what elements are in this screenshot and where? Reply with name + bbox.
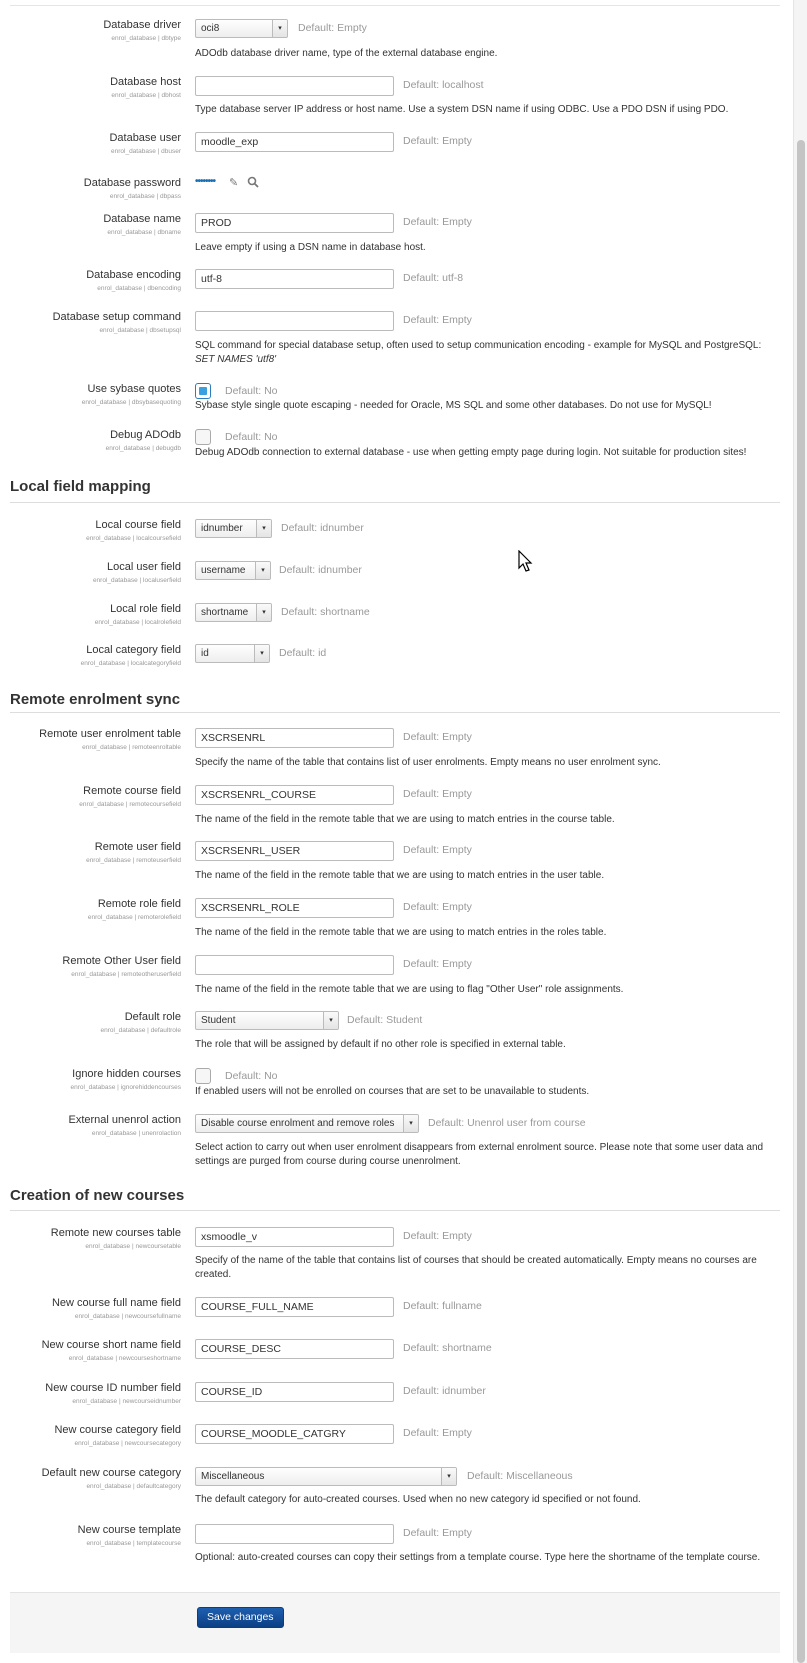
default-hint: Default: Student [347, 1014, 423, 1026]
setting-description: ADOdb database driver name, type of the external database engine. [195, 48, 498, 59]
setting-description: Debug ADOdb connection to external database - use when getting empty page during login. Not suitable for production sites! [195, 447, 747, 458]
default-hint: Default: Unenrol user from course [428, 1117, 586, 1129]
setting-name: enrol_database | defaultrole [100, 1027, 181, 1034]
setting-label: Local user field [107, 561, 181, 573]
divider [10, 502, 780, 503]
setting-name: enrol_database | remoteuserfield [86, 857, 181, 864]
setting-name: enrol_database | remoteotheruserfield [71, 971, 181, 978]
default-hint: Default: Empty [403, 788, 472, 800]
section-heading-local: Local field mapping [10, 478, 151, 495]
setting-name: enrol_database | ignorehiddencourses [70, 1084, 181, 1091]
chevron-down-icon: ▾ [256, 520, 271, 537]
default-hint: Default: Empty [403, 135, 472, 147]
setting-name: enrol_database | remoteenroltable [82, 744, 181, 751]
setting-name: enrol_database | newcoursefullname [74, 1313, 181, 1320]
setting-label: Database password [83, 177, 181, 189]
mouse-pointer-icon [518, 550, 534, 574]
localuserfield-select[interactable]: username ▾ [195, 561, 271, 580]
setting-name: enrol_database | localcategoryfield [80, 660, 181, 667]
chevron-down-icon: ▾ [254, 645, 269, 662]
setting-label: External unenrol action [68, 1114, 181, 1126]
default-hint: Default: Empty [403, 901, 472, 913]
defaultrole-select[interactable]: Student ▾ [195, 1011, 339, 1030]
setting-name: enrol_database | unenrolaction [91, 1130, 181, 1137]
setting-label: Database host [110, 76, 181, 88]
setting-label: Database user [109, 132, 181, 144]
default-hint: Default: No [225, 1070, 278, 1082]
remoteuserfield-input[interactable]: XSCRSENRL_USER [195, 841, 394, 861]
setting-label: Database setup command [52, 311, 181, 323]
setting-label: Remote Other User field [62, 955, 181, 967]
setting-label: Remote user field [94, 841, 181, 853]
setting-description: The role that will be assigned by default if no other role is specified in external table. [195, 1039, 566, 1050]
save-changes-button[interactable]: Save changes [197, 1607, 284, 1628]
default-hint: Default: utf-8 [403, 272, 464, 284]
setting-label: New course full name field [51, 1297, 181, 1309]
dbhost-input[interactable] [195, 76, 394, 96]
newcoursecategory-input[interactable]: COURSE_MOODLE_CATGRY [195, 1424, 394, 1444]
chevron-down-icon: ▾ [323, 1012, 338, 1029]
setting-label: Use sybase quotes [87, 383, 181, 395]
remoterolefield-input[interactable]: XSCRSENRL_ROLE [195, 898, 394, 918]
newcoursetable-input[interactable]: xsmoodle_v [195, 1227, 394, 1247]
setting-name: enrol_database | defaultcategory [86, 1483, 181, 1490]
setting-description: SQL command for special database setup, often used to setup communication encoding - example for MySQL and PostgreSQL: SET NAMES 'utf8' [195, 340, 762, 365]
setting-description: Specify the name of the table that contains list of user enrolments. Empty means no user enrolment sync. [195, 757, 661, 768]
setting-name: enrol_database | dbtype [111, 35, 181, 42]
setting-label: Remote user enrolment table [39, 728, 181, 740]
setting-description: Specify of the name of the table that contains list of courses that should be created automatically. Empty means no courses are created. [195, 1255, 757, 1280]
dbtype-select[interactable]: oci8 ▾ [195, 19, 288, 38]
setting-name: enrol_database | newcoursetable [85, 1243, 181, 1250]
remoteenroltable-input[interactable]: XSCRSENRL [195, 728, 394, 748]
dbuser-input[interactable]: moodle_exp [195, 132, 394, 152]
setting-name: enrol_database | dbsybasequoting [81, 399, 181, 406]
setting-label: Ignore hidden courses [72, 1068, 181, 1080]
default-hint: Default: Empty [403, 1527, 472, 1539]
setting-description: The name of the field in the remote table that we are using to match entries in the user table. [195, 870, 605, 881]
divider [10, 1210, 780, 1211]
setting-description: If enabled users will not be enrolled on courses that are set to be unavailable to students. [195, 1086, 590, 1097]
setting-label: Remote role field [97, 898, 181, 910]
setting-label: Database name [103, 213, 181, 225]
setting-label: Database driver [103, 19, 181, 31]
chevron-down-icon: ▾ [255, 562, 270, 579]
ignorehiddencourses-checkbox[interactable] [195, 1068, 211, 1084]
setting-label: Default new course category [41, 1467, 181, 1479]
setting-name: enrol_database | localuserfield [92, 577, 181, 584]
setting-label: Local course field [95, 519, 181, 531]
default-hint: Default: shortname [403, 1342, 492, 1354]
setting-name: enrol_database | dbuser [111, 148, 181, 155]
setting-description: Optional: auto-created courses can copy their settings from a template course. Type here the shortname of the template course. [195, 1552, 761, 1563]
default-hint: Default: Empty [403, 1427, 472, 1439]
default-hint: Default: idnumber [281, 522, 364, 534]
setting-name: enrol_database | dbpass [109, 193, 181, 200]
default-hint: Default: Empty [298, 22, 367, 34]
localcoursefield-select[interactable]: idnumber ▾ [195, 519, 272, 538]
remoteotheruserfield-input[interactable] [195, 955, 394, 975]
section-heading-newcourses: Creation of new courses [10, 1187, 185, 1204]
setting-description: The default category for auto-created courses. Used when no new category id specified or not found. [195, 1494, 641, 1505]
setting-description: Type database server IP address or host name. Use a system DSN name if using ODBC. Use a PDO DSN if using PDO. [195, 104, 729, 115]
divider [10, 5, 780, 6]
default-hint: Default: Empty [403, 731, 472, 743]
setting-name: enrol_database | remotecoursefield [79, 801, 181, 808]
setting-label: New course category field [54, 1424, 181, 1436]
newcourseshortname-input[interactable]: COURSE_DESC [195, 1339, 394, 1359]
setting-example: SET NAMES 'utf8' [195, 354, 277, 365]
default-hint: Default: No [225, 431, 278, 443]
chevron-down-icon: ▾ [403, 1115, 418, 1132]
divider [10, 712, 780, 713]
setting-label: Remote new courses table [50, 1227, 181, 1239]
pencil-icon[interactable]: ✎ [229, 177, 239, 189]
default-hint: Default: fullname [403, 1300, 482, 1312]
newcoursefullname-input[interactable]: COURSE_FULL_NAME [195, 1297, 394, 1317]
default-hint: Default: id [279, 647, 327, 659]
localcategoryfield-select[interactable]: id ▾ [195, 644, 270, 663]
templatecourse-input[interactable] [195, 1524, 394, 1544]
setting-name: enrol_database | newcourseidnumber [72, 1398, 181, 1405]
setting-name: enrol_database | localrolefield [94, 619, 181, 626]
setting-description: Select action to carry out when user enrolment disappears from external enrolment source. Please note that some user data and settings are purged from course during course unenrolment. [195, 1142, 764, 1167]
unenrolaction-select[interactable]: Disable course enrolment and remove roles ▾ [195, 1114, 419, 1133]
setting-label: New course ID number field [45, 1382, 181, 1394]
setting-name: enrol_database | remoterolefield [87, 914, 181, 921]
chevron-down-icon: ▾ [272, 20, 287, 37]
setting-description: The name of the field in the remote table that we are using to match entries in the course table. [195, 814, 615, 825]
localrolefield-select[interactable]: shortname ▾ [195, 603, 272, 622]
default-hint: Default: Empty [403, 958, 472, 970]
setting-description: Sybase style single quote escaping - needed for Oracle, MS SQL and some other databases. Do not use for MySQL! [195, 400, 712, 411]
default-hint: Default: Miscellaneous [467, 1470, 573, 1482]
defaultcategory-select[interactable]: Miscellaneous ▾ [195, 1467, 457, 1486]
newcourseidnumber-input[interactable]: COURSE_ID [195, 1382, 394, 1402]
default-hint: Default: Empty [403, 1230, 472, 1242]
default-hint: Default: No [225, 385, 278, 397]
setting-label: Debug ADOdb [110, 429, 181, 441]
default-hint: Default: idnumber [403, 1385, 486, 1397]
setting-description: The name of the field in the remote table that we are using to match entries in the roles table. [195, 927, 607, 938]
form-footer [10, 1592, 780, 1653]
setting-label: New course template [77, 1524, 181, 1536]
setting-label: Remote course field [83, 785, 181, 797]
chevron-down-icon: ▾ [256, 604, 271, 621]
setting-label: Database encoding [86, 269, 181, 281]
setting-name: enrol_database | dbhost [111, 92, 181, 99]
default-hint: Default: idnumber [279, 564, 362, 576]
default-hint: Default: Empty [403, 216, 472, 228]
default-hint: Default: shortname [281, 606, 370, 618]
password-value[interactable]: •••••••• [195, 176, 216, 187]
setting-label: Default role [124, 1011, 181, 1023]
setting-description: The name of the field in the remote table that we are using to flag "Other User" role assignments. [195, 984, 624, 995]
setting-name: enrol_database | dbsetupsql [99, 327, 181, 334]
setting-description: Leave empty if using a DSN name in database host. [195, 242, 426, 253]
setting-label: Local role field [110, 603, 181, 615]
setting-name: enrol_database | localcoursefield [86, 535, 181, 542]
setting-name: enrol_database | dbname [107, 229, 181, 236]
setting-name: enrol_database | debugdb [105, 445, 181, 452]
section-heading-remote: Remote enrolment sync [10, 691, 181, 708]
default-hint: Default: Empty [403, 314, 472, 326]
dbsybasequoting-checkbox[interactable] [195, 383, 211, 399]
setting-label: Local category field [86, 644, 181, 656]
debugdb-checkbox[interactable] [195, 429, 211, 445]
chevron-down-icon: ▾ [441, 1468, 456, 1485]
dbsetupsql-input[interactable] [195, 311, 394, 331]
setting-name: enrol_database | templatecourse [86, 1540, 181, 1547]
setting-label: New course short name field [41, 1339, 181, 1351]
scrollbar-thumb[interactable] [797, 140, 805, 1663]
dbencoding-input[interactable]: utf-8 [195, 269, 394, 289]
magnifier-icon[interactable] [247, 176, 259, 188]
default-hint: Default: localhost [403, 79, 484, 91]
dbname-input[interactable]: PROD [195, 213, 394, 233]
remotecoursefield-input[interactable]: XSCRSENRL_COURSE [195, 785, 394, 805]
setting-name: enrol_database | newcoursecategory [74, 1440, 181, 1447]
setting-name: enrol_database | dbencoding [97, 285, 181, 292]
setting-name: enrol_database | newcourseshortname [68, 1355, 181, 1362]
default-hint: Default: Empty [403, 844, 472, 856]
